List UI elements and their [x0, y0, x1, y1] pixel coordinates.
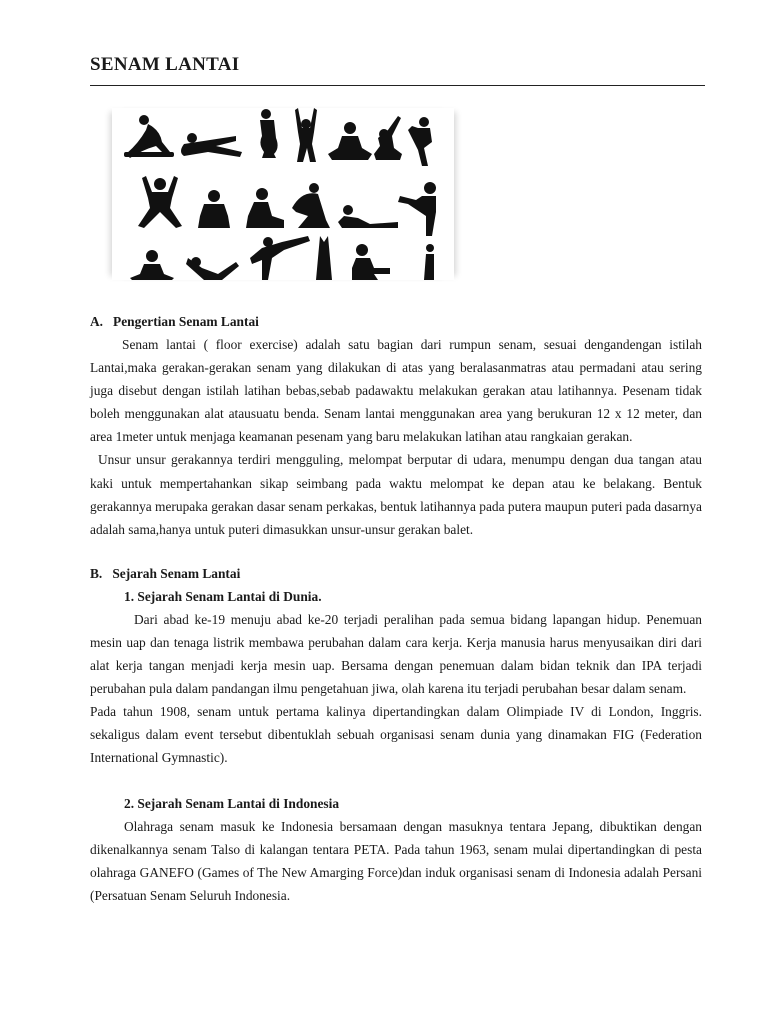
section-spacer	[90, 770, 702, 792]
pose-lying-arch	[124, 115, 174, 158]
section-a-paragraph-1: Senam lantai ( floor exercise) adalah satu bagian dari rumpun senam, sesuai dengandengan istilah Lantai,maka gerakan-gerakan senam yang dilakukan di atas yang beralasanmatras atau permadani atau sering juga disebut dengan istilah latihan bebas,sebab padawaktu melakukan gerakan atau latihannya. Pesenam tidak boleh menggunakan alat atausuatu benda. Senam lantai menggunakan area yang berukuran 12 x 12 meter, dan area 1meter untuk menjaga keamanan pesenam yang baru melakukan latihan atau rangkaian gerakan.	[90, 337, 702, 445]
pose-standing-leg-raise	[398, 182, 436, 236]
gymnastics-poses-silhouettes-icon	[112, 108, 454, 280]
pose-arms-up-stand	[295, 108, 317, 162]
pose-seated-knee	[246, 188, 284, 228]
pose-squat	[352, 244, 390, 280]
document-body	[90, 310, 702, 907]
pose-split-lying	[181, 133, 242, 157]
pose-boat	[186, 257, 239, 280]
pose-meditation	[130, 250, 174, 280]
pose-seated-hands-prayer	[198, 190, 230, 228]
title-divider	[90, 85, 705, 86]
section-a-heading: A. Pengertian Senam Lantai	[90, 314, 259, 329]
subsection-1-heading: 1. Sejarah Senam Lantai di Dunia.	[124, 588, 322, 604]
pose-cobra	[338, 205, 398, 228]
pose-kneel-reach	[374, 116, 402, 160]
subsection-1-paragraph-1: Dari abad ke-19 menuju abad ke-20 terjadi peralihan pada semua bidang lapangan hidup. Penemuan mesin uap dan tenaga listrik membawa perubahan dalam cara kerja. Kerja manusia harus menyusaikan diri dari alat kerja tangan menjadi kerja mesin uap. Bersama dengan penemuan dalam bidan teknik dan IPA terjadi perubahan pula dalam pandangan ilmu pengetahuan jiwa, olah karena itu terjadi perubahan besar dalam senam.	[90, 611, 702, 697]
subsection-2-paragraph-1: Olahraga senam masuk ke Indonesia bersamaan dengan masuknya tentara Jepang, dibuktikan dengan dikenalkannya senam Talso di kalangan tentara PETA. Pada tahun 1963, senam mulai dipertandingkan di pesta olahraga GANEFO (Games of The New Amarging Force)dan induk organisasi senam di Indonesia adalah Persani (Persatuan Senam Seluruh Indonesia.	[90, 818, 702, 903]
subsection-2-heading: 2. Sejarah Senam Lantai di Indonesia	[124, 795, 340, 811]
section-a-paragraph-2: Unsur unsur gerakannya terdiri mengguling, melompat berputar di udara, menumpu dengan dua tangan atau kaki untuk mempertahankan sikap seimbang pada waktu melompat ke depan atau ke belakang. Bentuk gerakannya merupaka gerakan dasar senam perkakas, bentuk latihannya pada putera maupun puteri pada dasarnya adalah sama,hanya untuk puteri dimasukkan unsur-unsur gerakan balet.	[90, 452, 702, 537]
pose-wide-stance-arms	[138, 176, 182, 228]
pose-standing-back	[260, 109, 278, 158]
pose-kneel-side-bend	[292, 183, 330, 228]
pose-leg-up-hold	[408, 117, 432, 166]
gymnastics-poses-figure	[112, 108, 454, 280]
document-title: SENAM LANTAI	[90, 54, 240, 75]
subsection-1-paragraph-2: Pada tahun 1908, senam untuk pertama kalinya dipertandingkan dalam Olimpiade IV di London, Inggris. sekaligus dalam event tersebut dibentuklah sebuah organisasi senam dunia yang dinamakan FIG (Federation International Gymnastic).	[90, 704, 702, 766]
pose-standing-kick	[250, 236, 310, 280]
pose-seated-lotus	[328, 122, 372, 160]
section-b-heading: B. Sejarah Senam Lantai	[90, 565, 241, 581]
pose-arms-overhead-kneel	[316, 236, 332, 280]
section-spacer	[90, 541, 702, 562]
pose-standing-tall	[424, 244, 434, 280]
